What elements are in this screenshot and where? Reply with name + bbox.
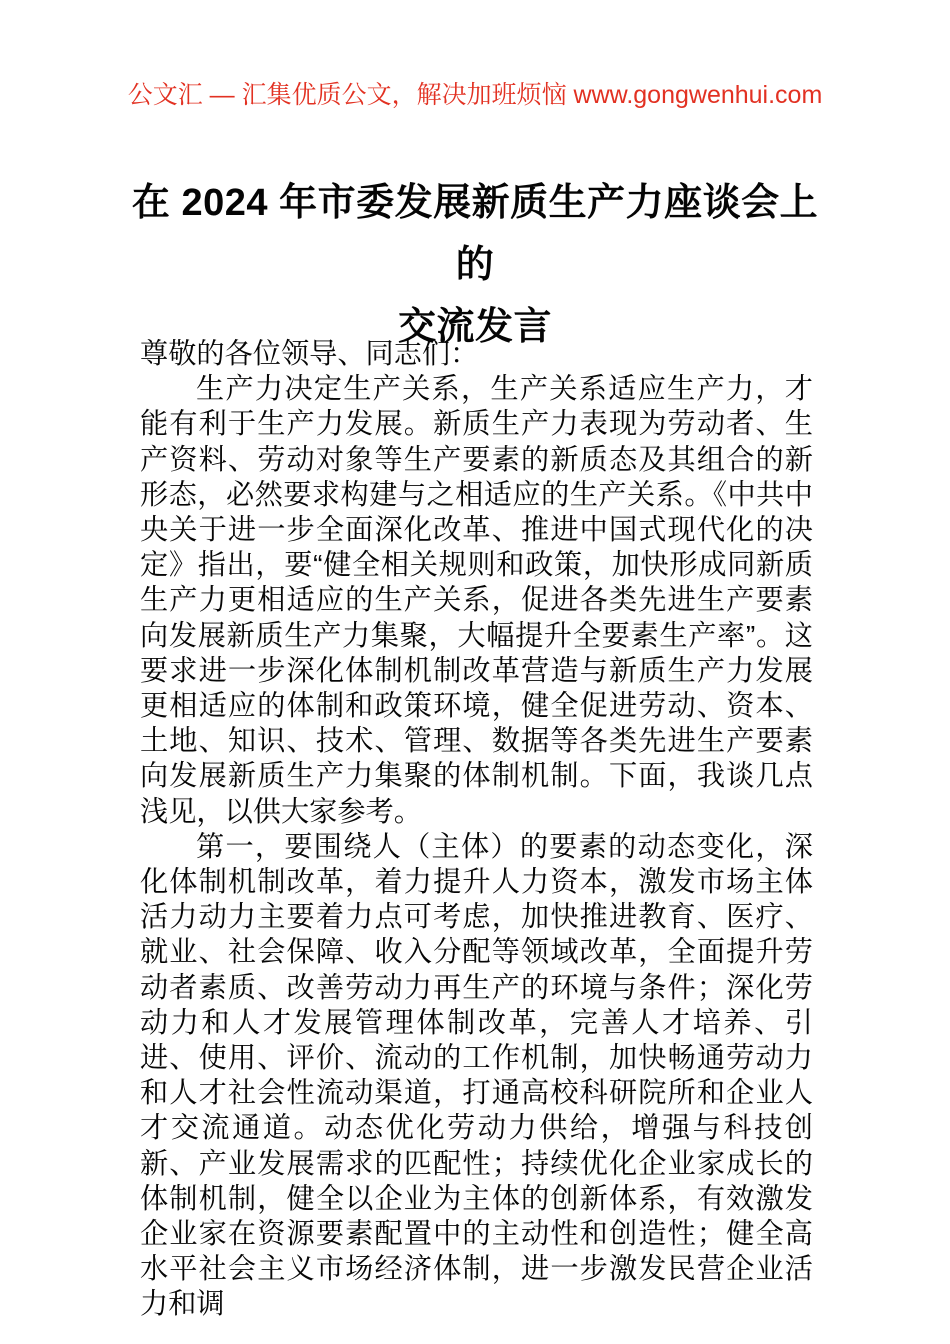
page-title-line-1: 在 2024 年市委发展新质生产力座谈会上的 bbox=[131, 182, 819, 286]
promo-watermark-header: 公文汇 — 汇集优质公文，解决加班烦恼 www.gongwenhui.com bbox=[127, 81, 823, 109]
body-paragraph-1: 生产力决定生产关系，生产关系适应生产力，才能有利于生产力发展。新质生产力表现为劳动者、生产资料、劳动对象等生产要素的新质态及其组合的新形态，必然要求构建与之相适应的生产关系。《中共中央关于进一步全面深化改革、推进中国式现代化的决定》指出，要“健全相关规则和政策，加快形成同新质生产力更相适应的生产关系，促进各类先进生产要素向发展新质生产力集聚，大幅提升全要素生产率”。这要求进一步深化体制机制改革营造与新质生产力发展更相适应的体制和政策环境，健全促进劳动、资本、土地、知识、技术、管理、数据等各类先进生产要素向发展新质生产力集聚的体制机制。下面，我谈几点浅见，以供大家参考。 bbox=[140, 372, 813, 827]
document-body bbox=[140, 336, 813, 1322]
page-title-line-2: 交流发言 bbox=[397, 306, 552, 348]
salutation-line: 尊敬的各位领导、同志们： bbox=[140, 337, 479, 369]
body-paragraph-2: 第一，要围绕人（主体）的要素的动态变化，深化体制机制改革，着力提升人力资本，激发市场主体活力动力主要着力点可考虑，加快推进教育、医疗、就业、社会保障、收入分配等领域改革，全面提升劳动者素质、改善劳动力再生产的环境与条件；深化劳动力和人才发展管理体制改革，完善人才培养、引进、使用、评价、流动的工作机制，加快畅通劳动力和人才社会性流动渠道，打通高校科研院所和企业人才交流通道。动态优化劳动力供给，增强与科技创新、产业发展需求的匹配性；持续优化企业家成长的体制机制，健全以企业为主体的创新体系，有效激发企业家在资源要素配置中的主动性和创造性；健全高水平社会主义市场经济体制，进一步激发民营企业活力和调 bbox=[140, 829, 813, 1320]
page-title bbox=[120, 172, 830, 358]
